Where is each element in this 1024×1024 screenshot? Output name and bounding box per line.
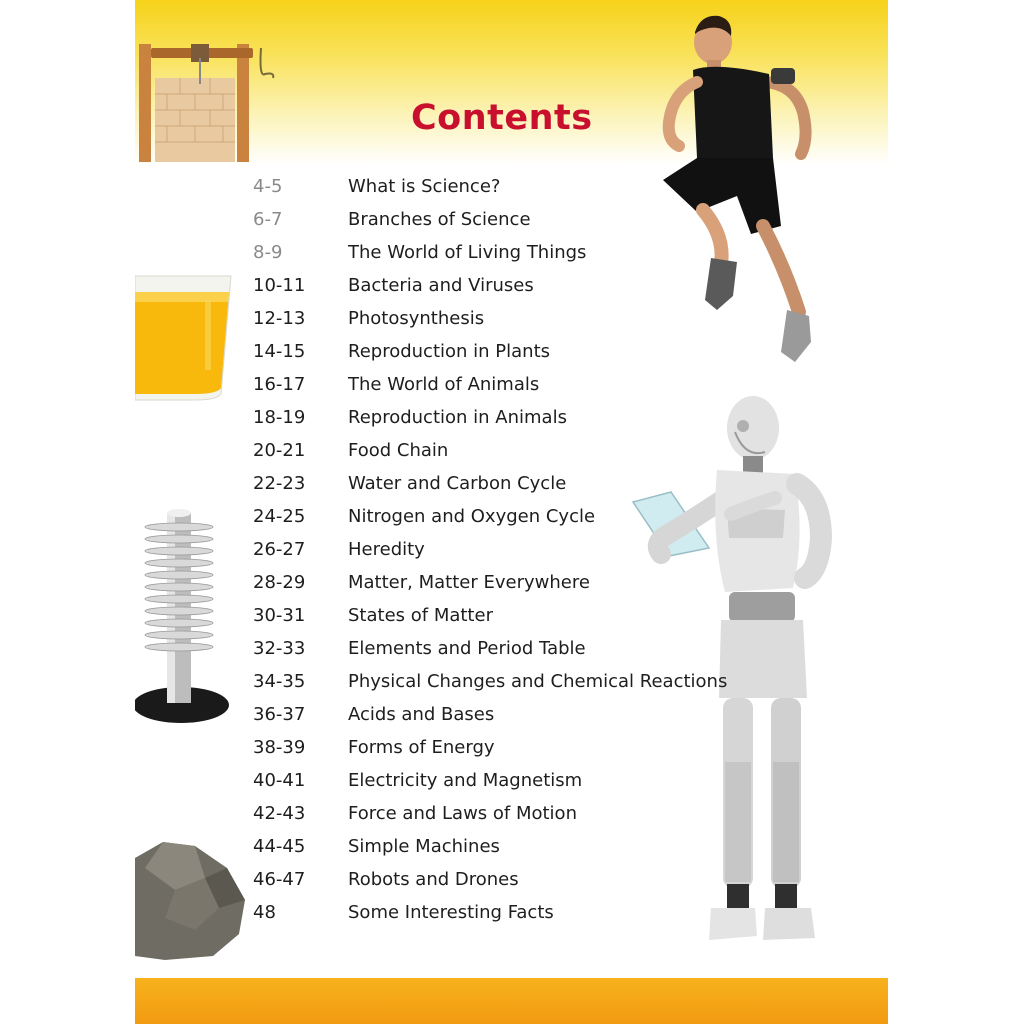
toc-row <box>135 403 755 433</box>
toc-page-range: 14-15 <box>253 341 306 362</box>
toc-page-range: 32-33 <box>253 638 306 659</box>
toc-chapter-title: Elements and Period Table <box>348 638 586 659</box>
toc-chapter-title: Branches of Science <box>348 209 531 230</box>
toc-page-range: 26-27 <box>253 539 306 560</box>
toc-chapter-title: Heredity <box>348 539 425 560</box>
toc-chapter-title: Electricity and Magnetism <box>348 770 583 791</box>
toc-row <box>135 370 755 400</box>
toc-chapter-title: The World of Animals <box>348 374 540 395</box>
toc-row <box>135 337 755 367</box>
toc-row <box>135 535 755 565</box>
toc-row <box>135 898 755 928</box>
toc-page-range: 40-41 <box>253 770 306 791</box>
well-illustration <box>135 38 285 164</box>
toc-row <box>135 799 755 829</box>
toc-chapter-title: Water and Carbon Cycle <box>348 473 567 494</box>
toc-chapter-title: Matter, Matter Everywhere <box>348 572 590 593</box>
toc-page-range: 42-43 <box>253 803 306 824</box>
toc-page-range: 10-11 <box>253 275 306 296</box>
toc-row <box>135 238 755 268</box>
toc-chapter-title: Bacteria and Viruses <box>348 275 534 296</box>
toc-page-range: 8-9 <box>253 242 283 263</box>
toc-chapter-title: Physical Changes and Chemical Reactions <box>348 671 728 692</box>
toc-chapter-title: Nitrogen and Oxygen Cycle <box>348 506 596 527</box>
toc-chapter-title: The World of Living Things <box>348 242 587 263</box>
toc-row <box>135 766 755 796</box>
toc-row <box>135 700 755 730</box>
contents-page <box>135 0 888 1024</box>
toc-page-range: 12-13 <box>253 308 306 329</box>
toc-chapter-title: Forms of Energy <box>348 737 495 758</box>
toc-page-range: 20-21 <box>253 440 306 461</box>
toc-chapter-title: Simple Machines <box>348 836 500 857</box>
toc-page-range: 28-29 <box>253 572 306 593</box>
toc-page-range: 38-39 <box>253 737 306 758</box>
toc-page-range: 30-31 <box>253 605 306 626</box>
toc-page-range: 36-37 <box>253 704 306 725</box>
toc-chapter-title: Reproduction in Animals <box>348 407 567 428</box>
toc-row <box>135 469 755 499</box>
toc-chapter-title: Food Chain <box>348 440 449 461</box>
toc-row <box>135 436 755 466</box>
toc-row <box>135 601 755 631</box>
toc-row <box>135 172 755 202</box>
toc-row <box>135 667 755 697</box>
toc-chapter-title: Robots and Drones <box>348 869 519 890</box>
toc-chapter-title: Photosynthesis <box>348 308 485 329</box>
toc-row <box>135 205 755 235</box>
toc-page-range: 24-25 <box>253 506 306 527</box>
toc-row <box>135 865 755 895</box>
footer-band <box>135 978 888 1024</box>
toc-page-range: 48 <box>253 902 276 923</box>
toc-row <box>135 271 755 301</box>
page-title: Contents <box>411 98 593 138</box>
toc-row <box>135 568 755 598</box>
toc-page-range: 6-7 <box>253 209 283 230</box>
toc-page-range: 16-17 <box>253 374 306 395</box>
toc-chapter-title: Some Interesting Facts <box>348 902 554 923</box>
toc-page-range: 18-19 <box>253 407 306 428</box>
toc-row <box>135 304 755 334</box>
toc-row <box>135 502 755 532</box>
toc-chapter-title: Reproduction in Plants <box>348 341 551 362</box>
toc-chapter-title: Force and Laws of Motion <box>348 803 577 824</box>
toc-row <box>135 634 755 664</box>
toc-page-range: 44-45 <box>253 836 306 857</box>
toc-chapter-title: States of Matter <box>348 605 493 626</box>
toc-page-range: 46-47 <box>253 869 306 890</box>
toc-page-range: 22-23 <box>253 473 306 494</box>
toc-row <box>135 832 755 862</box>
toc-page-range: 4-5 <box>253 176 283 197</box>
toc-chapter-title: Acids and Bases <box>348 704 495 725</box>
toc-row <box>135 733 755 763</box>
toc-page-range: 34-35 <box>253 671 306 692</box>
toc-chapter-title: What is Science? <box>348 176 501 197</box>
